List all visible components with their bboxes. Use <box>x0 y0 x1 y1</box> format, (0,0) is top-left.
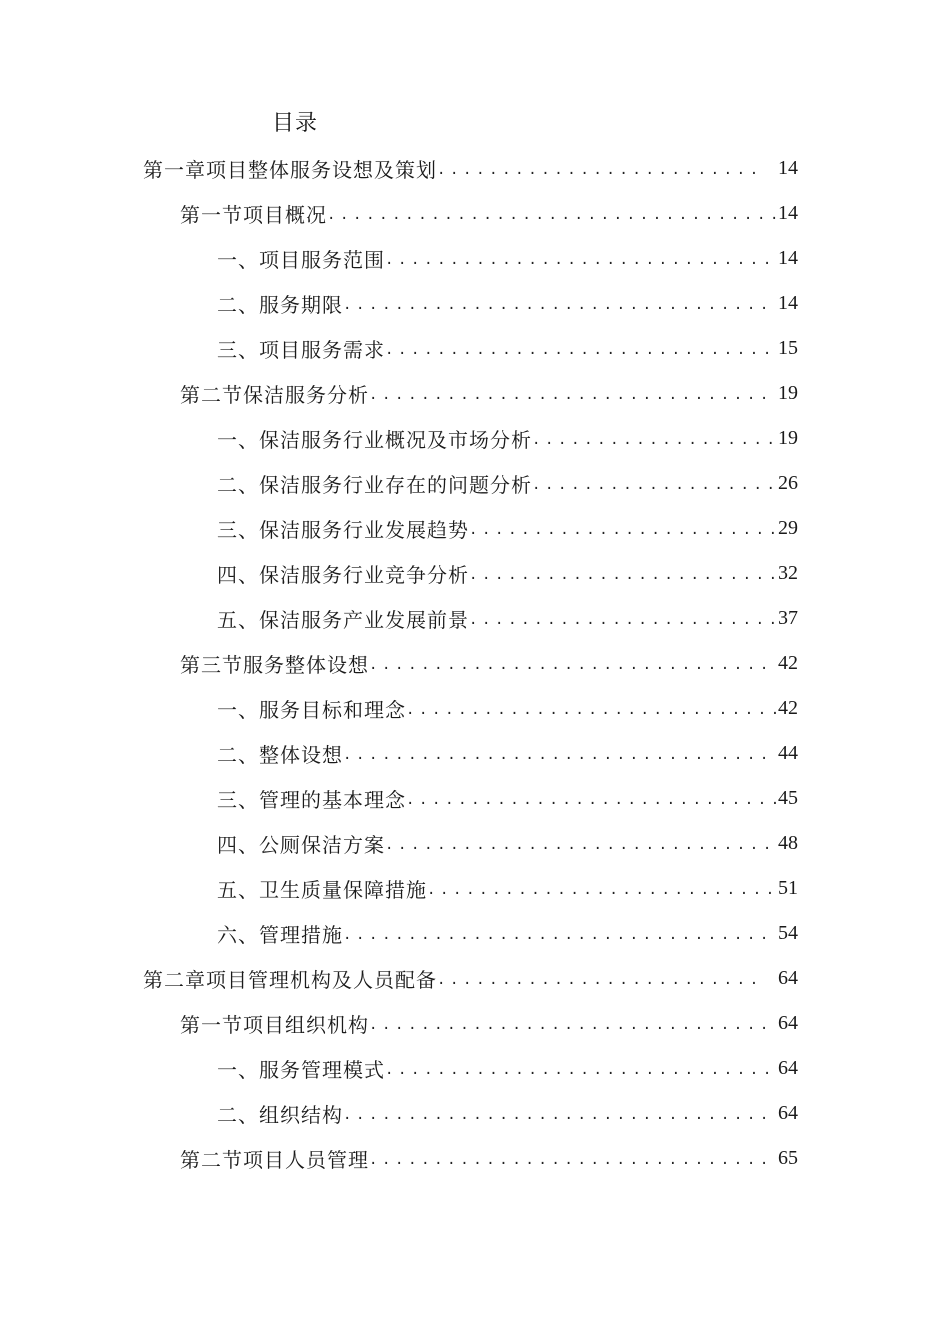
toc-section-entry[interactable] <box>0 371 950 416</box>
toc-page-number: 45 <box>778 787 798 809</box>
toc-section-entry[interactable] <box>0 191 950 236</box>
toc-entry-title: 第一章项目整体服务设想及策划 <box>143 158 437 182</box>
toc-dot-leader <box>343 927 776 956</box>
toc-dot-leader <box>437 972 764 1001</box>
toc-entry-title: 三、项目服务需求 <box>217 338 385 362</box>
toc-subsection-entry[interactable] <box>0 236 950 281</box>
toc-page-number: 15 <box>778 337 798 359</box>
toc-page-number: 29 <box>778 517 798 539</box>
toc-entry-title: 一、服务目标和理念 <box>217 698 406 722</box>
toc-page-number: 64 <box>778 1057 798 1079</box>
toc-dot-leader <box>385 837 776 866</box>
toc-entry-title: 二、整体设想 <box>217 743 343 767</box>
table-of-contents <box>0 146 950 1181</box>
toc-page-number: 14 <box>778 202 798 224</box>
toc-page-number: 65 <box>778 1147 798 1169</box>
toc-title: 目录 <box>272 111 319 136</box>
toc-subsection-entry[interactable] <box>0 911 950 956</box>
toc-entry-title: 第二章项目管理机构及人员配备 <box>143 968 437 992</box>
toc-page-number: 26 <box>778 472 798 494</box>
toc-subsection-entry[interactable] <box>0 506 950 551</box>
toc-subsection-entry[interactable] <box>0 461 950 506</box>
toc-dot-leader <box>437 162 764 191</box>
toc-entry-title: 二、保洁服务行业存在的问题分析 <box>217 473 532 497</box>
toc-dot-leader <box>369 387 776 416</box>
toc-page-number: 54 <box>778 922 798 944</box>
toc-page-number: 42 <box>778 652 798 674</box>
toc-subsection-entry[interactable] <box>0 731 950 776</box>
toc-page-number: 14 <box>778 157 798 179</box>
toc-subsection-entry[interactable] <box>0 596 950 641</box>
toc-chapter-entry[interactable] <box>0 146 950 191</box>
toc-dot-leader <box>406 792 776 821</box>
toc-entry-title: 三、保洁服务行业发展趋势 <box>217 518 469 542</box>
toc-dot-leader <box>532 477 776 506</box>
toc-dot-leader <box>385 1062 776 1091</box>
toc-entry-title: 第二节保洁服务分析 <box>180 383 369 407</box>
toc-entry-title: 四、公厕保洁方案 <box>217 833 385 857</box>
toc-page-number: 14 <box>778 292 798 314</box>
toc-subsection-entry[interactable] <box>0 281 950 326</box>
toc-entry-title: 第三节服务整体设想 <box>180 653 369 677</box>
toc-dot-leader <box>369 1152 776 1181</box>
toc-dot-leader <box>343 297 776 326</box>
toc-page-number: 42 <box>778 697 798 719</box>
toc-dot-leader <box>327 207 776 236</box>
toc-entry-title: 四、保洁服务行业竞争分析 <box>217 563 469 587</box>
toc-subsection-entry[interactable] <box>0 416 950 461</box>
toc-entry-title: 二、组织结构 <box>217 1103 343 1127</box>
toc-entry-title: 三、管理的基本理念 <box>217 788 406 812</box>
toc-dot-leader <box>385 252 776 281</box>
toc-entry-title: 六、管理措施 <box>217 923 343 947</box>
toc-dot-leader <box>385 342 776 371</box>
toc-dot-leader <box>343 747 776 776</box>
toc-entry-title: 第二节项目人员管理 <box>180 1148 369 1172</box>
toc-section-entry[interactable] <box>0 1001 950 1046</box>
toc-entry-title: 二、服务期限 <box>217 293 343 317</box>
toc-dot-leader <box>406 702 776 731</box>
toc-entry-title: 一、项目服务范围 <box>217 248 385 272</box>
toc-subsection-entry[interactable] <box>0 1046 950 1091</box>
toc-page-number: 37 <box>778 607 798 629</box>
toc-page-number: 48 <box>778 832 798 854</box>
toc-subsection-entry[interactable] <box>0 686 950 731</box>
toc-entry-title: 五、卫生质量保障措施 <box>217 878 427 902</box>
toc-page-number: 32 <box>778 562 798 584</box>
toc-entry-title: 一、保洁服务行业概况及市场分析 <box>217 428 532 452</box>
toc-entry-title: 第一节项目概况 <box>180 203 327 227</box>
toc-page-number: 64 <box>778 1102 798 1124</box>
toc-entry-title: 五、保洁服务产业发展前景 <box>217 608 469 632</box>
toc-dot-leader <box>469 612 776 641</box>
toc-dot-leader <box>369 657 776 686</box>
toc-page-number: 51 <box>778 877 798 899</box>
toc-page-number: 64 <box>778 1012 798 1034</box>
toc-page-number: 19 <box>778 382 798 404</box>
toc-section-entry[interactable] <box>0 641 950 686</box>
toc-entry-title: 一、服务管理模式 <box>217 1058 385 1082</box>
toc-section-entry[interactable] <box>0 1136 950 1181</box>
toc-dot-leader <box>469 567 776 596</box>
toc-dot-leader <box>469 522 776 551</box>
toc-page-number: 44 <box>778 742 798 764</box>
toc-subsection-entry[interactable] <box>0 776 950 821</box>
toc-dot-leader <box>532 432 776 461</box>
toc-entry-title: 第一节项目组织机构 <box>180 1013 369 1037</box>
toc-subsection-entry[interactable] <box>0 866 950 911</box>
toc-subsection-entry[interactable] <box>0 551 950 596</box>
toc-page-number: 19 <box>778 427 798 449</box>
toc-dot-leader <box>427 882 776 911</box>
toc-subsection-entry[interactable] <box>0 1091 950 1136</box>
toc-page-number: 64 <box>778 967 798 989</box>
toc-page-number: 14 <box>778 247 798 269</box>
toc-subsection-entry[interactable] <box>0 821 950 866</box>
toc-dot-leader <box>343 1107 776 1136</box>
toc-dot-leader <box>369 1017 776 1046</box>
toc-chapter-entry[interactable] <box>0 956 950 1001</box>
toc-subsection-entry[interactable] <box>0 326 950 371</box>
